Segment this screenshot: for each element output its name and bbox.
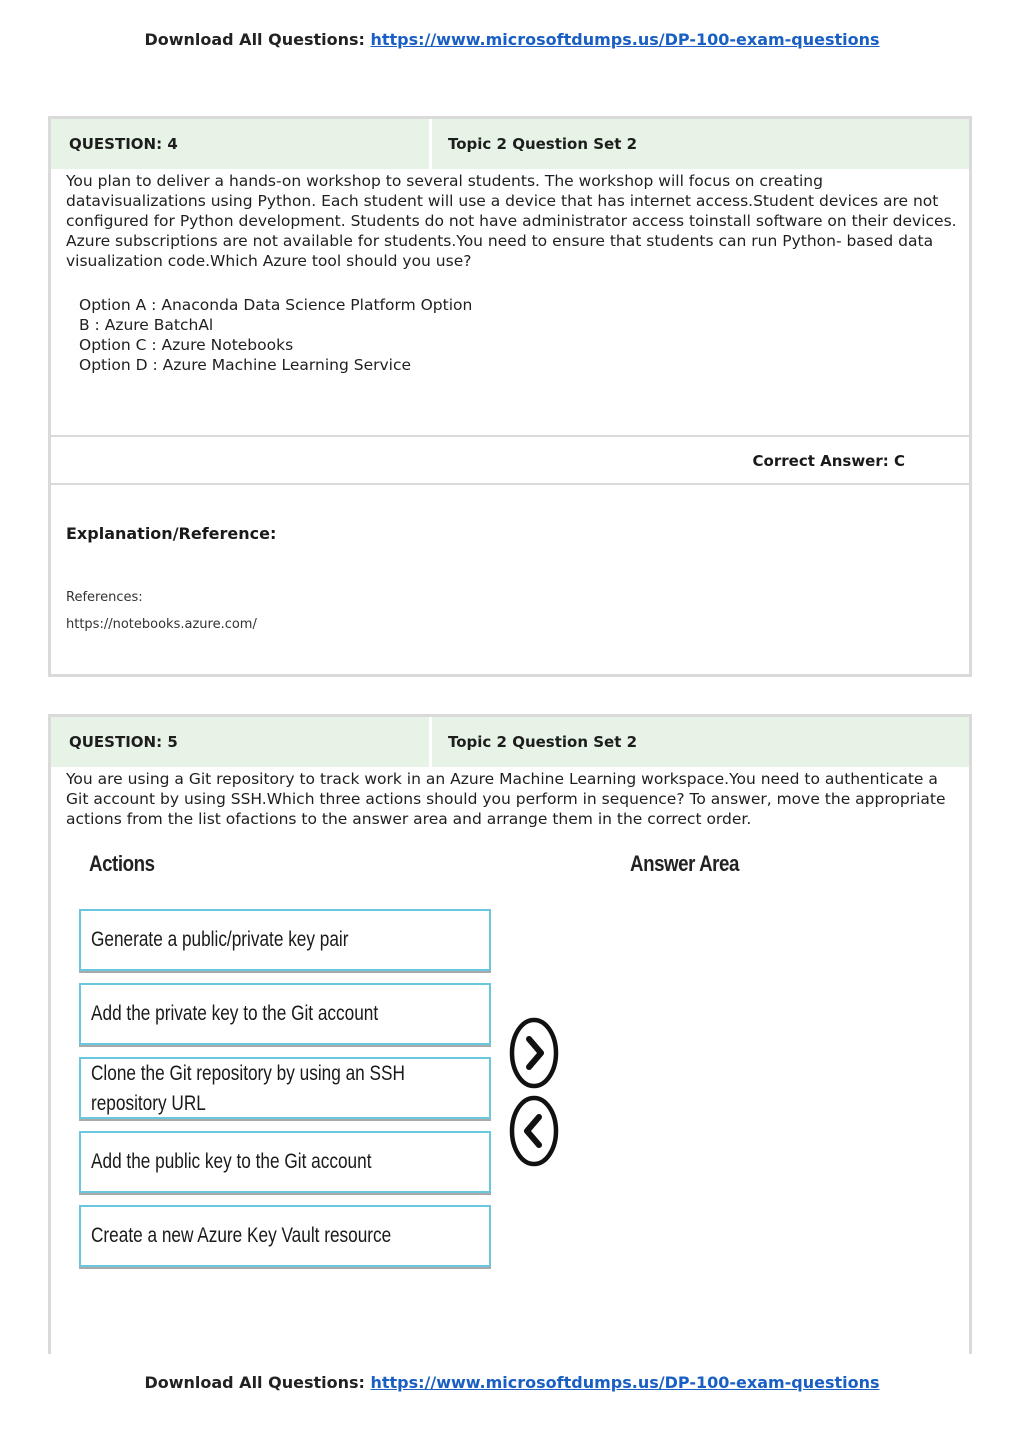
action-item[interactable] bbox=[79, 1205, 491, 1267]
question-topic: Topic 2 Question Set 2 bbox=[448, 733, 638, 751]
action-label: Add the private key to the Git account bbox=[91, 1002, 379, 1025]
option-a: Option A : Anaconda Data Science Platform Option bbox=[79, 296, 473, 314]
correct-answer-row bbox=[51, 435, 969, 485]
actions-title: Actions bbox=[89, 851, 155, 876]
action-item[interactable] bbox=[79, 1057, 491, 1119]
question-topic: Topic 2 Question Set 2 bbox=[448, 135, 638, 153]
download-label: Download All Questions: bbox=[144, 1373, 365, 1392]
download-label: Download All Questions: bbox=[144, 30, 365, 49]
chevron-right-circle-icon[interactable] bbox=[509, 1017, 559, 1089]
action-label: Add the public key to the Git account bbox=[91, 1150, 372, 1173]
action-item[interactable] bbox=[79, 983, 491, 1045]
question-number: QUESTION: 4 bbox=[51, 119, 432, 169]
reference-link[interactable]: https://notebooks.azure.com/ bbox=[66, 617, 257, 632]
question-header bbox=[51, 717, 969, 767]
chevron-left-circle-icon[interactable] bbox=[509, 1095, 559, 1167]
explanation-heading: Explanation/Reference: bbox=[66, 524, 277, 543]
question-header bbox=[51, 119, 969, 169]
question-text: You plan to deliver a hands-on workshop to several students. The workshop will focus on creating datavisualizations using Python. Each student will use a device that has internet access.Student devices are not configured for Python development. Students do not have administrator access toinstall software on their devices. Azure subscriptions are not available for students.You need to ensure that students can run Python- based data visualization code.Which Azure tool should you use? bbox=[66, 172, 957, 270]
correct-answer: Correct Answer: C bbox=[752, 452, 905, 470]
option-d: Option D : Azure Machine Learning Service bbox=[79, 356, 412, 374]
download-link[interactable]: https://www.microsoftdumps.us/DP-100-exam-questions bbox=[370, 1373, 880, 1392]
option-b: B : Azure BatchAl bbox=[79, 316, 214, 334]
drag-drop-diagram bbox=[77, 847, 777, 1277]
download-header bbox=[0, 30, 1024, 49]
options-list bbox=[51, 271, 969, 375]
question-4-card bbox=[48, 116, 972, 677]
action-label: Generate a public/private key pair bbox=[91, 928, 349, 951]
question-text: You are using a Git repository to track work in an Azure Machine Learning workspace.You need to authenticate a Git account by using SSH.Which three actions should you perform in sequence? To answer, move the appropriate actions from the list ofactions to the answer area and arrange them in the correct order. bbox=[66, 770, 946, 828]
action-item[interactable] bbox=[79, 1131, 491, 1193]
question-number: QUESTION: 5 bbox=[51, 717, 432, 767]
download-footer bbox=[0, 1373, 1024, 1392]
references-label: References: bbox=[66, 590, 143, 605]
action-label-continued: repository URL bbox=[91, 1092, 206, 1115]
download-link[interactable]: https://www.microsoftdumps.us/DP-100-exam-questions bbox=[370, 30, 880, 49]
action-item[interactable] bbox=[79, 909, 491, 971]
question-5-card bbox=[48, 714, 972, 1354]
action-label: Create a new Azure Key Vault resource bbox=[91, 1224, 392, 1247]
action-label: Clone the Git repository by using an SSH bbox=[91, 1062, 405, 1085]
answer-area-title: Answer Area bbox=[630, 851, 739, 876]
option-c: Option C : Azure Notebooks bbox=[79, 336, 294, 354]
